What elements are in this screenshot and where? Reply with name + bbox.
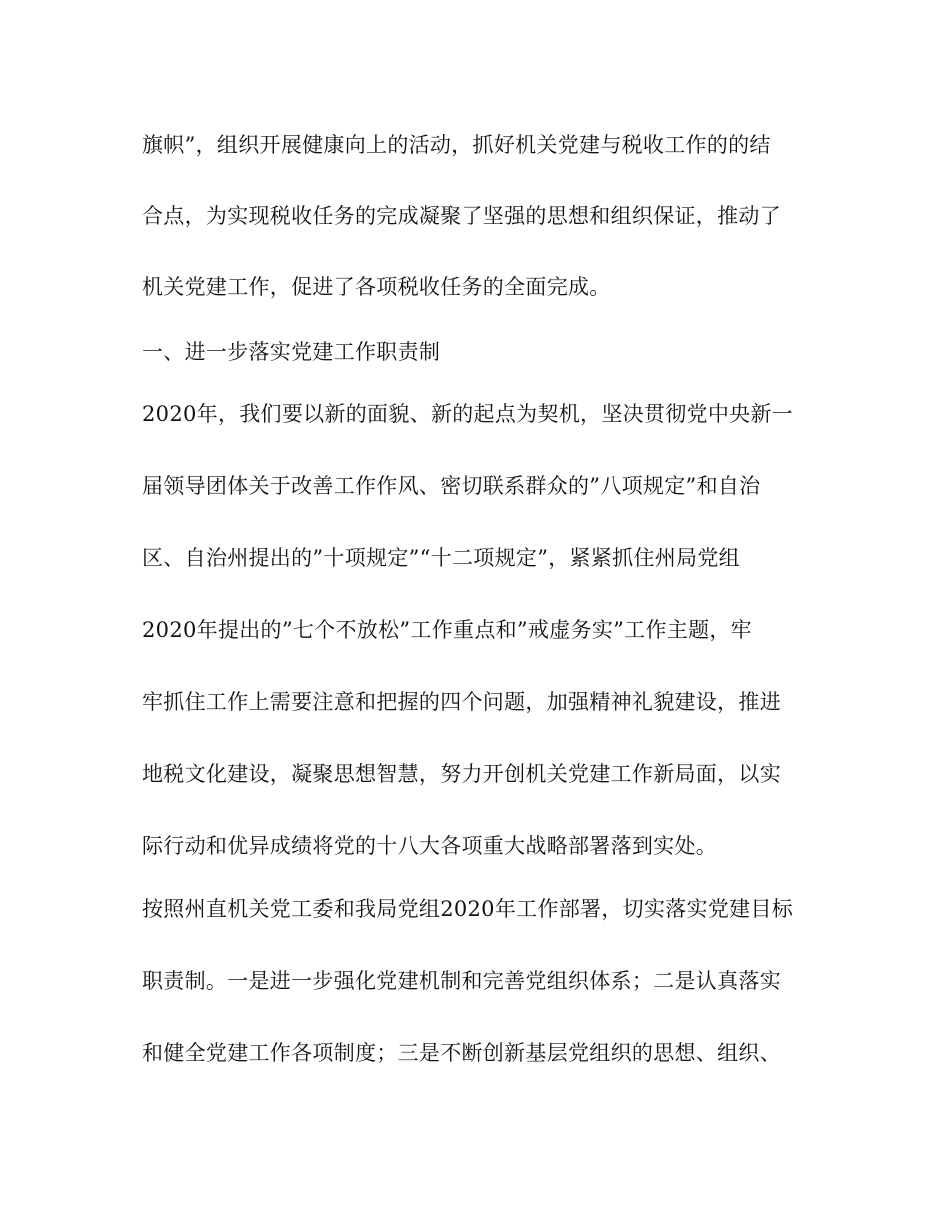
paragraph-line-13: 和健全党建工作各项制度；三是不断创新基层党组织的思想、组织、 bbox=[142, 1041, 781, 1065]
paragraph-line-12: 职责制。一是进一步强化党建机制和完善党组织体系；二是认真落实 bbox=[142, 969, 781, 993]
paragraph-line-2: 合点，为实现税收任务的完成凝聚了坚强的思想和组织保证，推动了 bbox=[142, 204, 781, 228]
paragraph-line-1: 旗帜”，组织开展健康向上的活动，抓好机关党建与税收工作的的结 bbox=[142, 133, 771, 157]
paragraph-line-5: 届领导团体关于改善工作作风、密切联系群众的”八项规定”和自治 bbox=[142, 474, 761, 498]
paragraph-line-4: 2020年，我们要以新的面貌、新的起点为契机，坚决贯彻党中央新一 bbox=[142, 402, 794, 426]
paragraph-line-3: 机关党建工作，促进了各项税收任务的全面完成。 bbox=[142, 275, 611, 299]
paragraph-line-10: 际行动和优异成绩将党的十八大各项重大战略部署落到实处。 bbox=[142, 834, 718, 858]
paragraph-line-11: 按照州直机关党工委和我局党组2020年工作部署，切实落实党建目标 bbox=[142, 897, 794, 921]
paragraph-line-7: 2020年提出的”七个不放松”工作重点和”戒虚务实”工作主题，牢 bbox=[142, 618, 752, 642]
paragraph-line-9: 地税文化建设，凝聚思想智慧，努力开创机关党建工作新局面，以实 bbox=[142, 762, 781, 786]
paragraph-line-8: 牢抓住工作上需要注意和把握的四个问题，加强精神礼貌建设，推进 bbox=[142, 690, 781, 714]
section-heading: 一、进一步落实党建工作职责制 bbox=[142, 340, 441, 364]
paragraph-line-6: 区、自治州提出的”十项规定”“十二项规定”，紧紧抓住州局党组 bbox=[142, 546, 740, 570]
